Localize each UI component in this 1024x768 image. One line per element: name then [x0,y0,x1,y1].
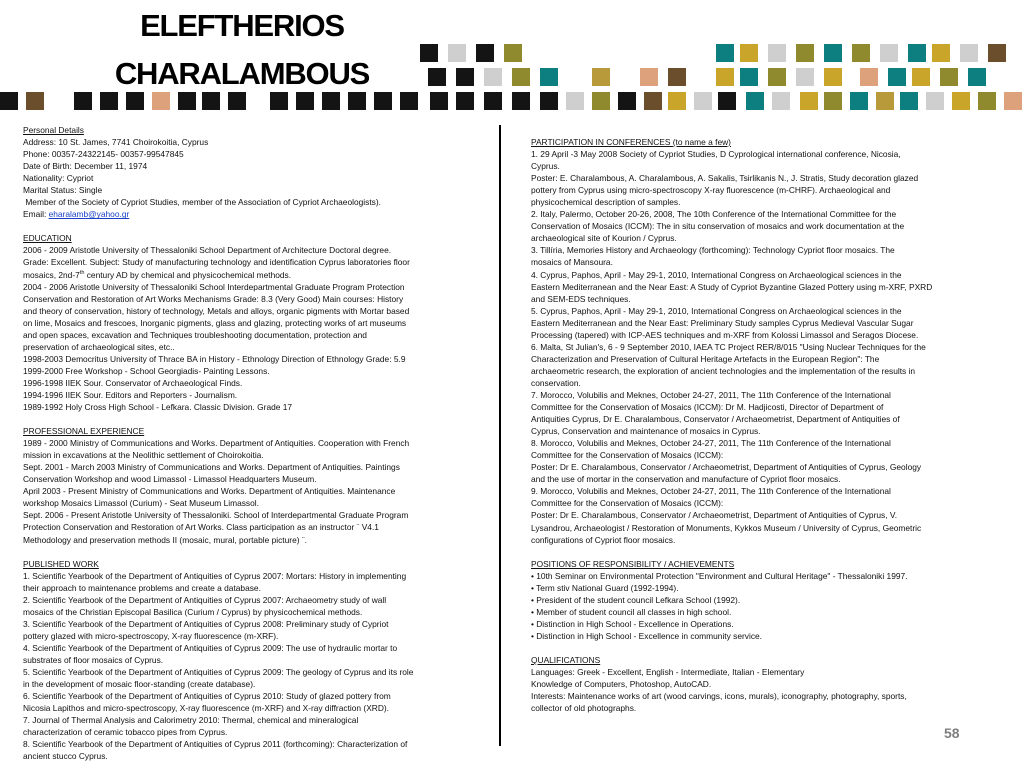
mosaic-tile [880,44,898,62]
mosaic-tile [850,92,868,110]
text-line: Characterization and Preservation of Cultural Heritage Artefacts in the European Region": The [531,353,880,364]
text-line: mosaics of the Christian Episcopal Basilica (Curium / Cyprus) by physicochemical methods. [23,606,363,617]
marital-line: Marital Status: Single [23,185,103,196]
text-line: Interests: Maintenance works of art (wood carvings, icons, murals), iconography, photography, sports, [531,691,907,702]
column-divider [499,125,501,746]
text-line: Antiquities Cyprus, Dr E. Charalambous, Conservator / Archaeometrist, Department of Antiquities of [531,414,900,425]
published-heading: PUBLISHED WORK [23,558,99,569]
mosaic-tile [800,92,818,110]
text-line: in the development of mosaic floor-standing (create database). [23,679,256,690]
education-mosaics-pre: mosaics, 2nd-7 [23,269,80,280]
mosaic-tile [512,68,530,86]
text-line: Poster: E. Charalambous, A. Charalambous, A. Sakalis, Tsirlikanis N., J. Stratis, Study decoration glazed [531,173,919,184]
text-line: Protection Conservation and Restoration of Art Works. Class participation as an instructor ¨ V4.1 [23,522,379,533]
text-line: 1. Scientific Yearbook of the Department of Antiquities of Cyprus 2007: Mortars: History in implementing [23,570,407,581]
text-line: conservation. [531,377,581,388]
text-line: 6. Malta, St Julian's, 6 - 9 September 2010, IAEA TC Project RER/8/015 "Using Nuclear Techniques for the [531,341,926,352]
text-line: workshop Mosaics Limassol (Curium) - Seat Museum Limassol. [23,498,259,509]
text-line: 1. 29 April -3 May 2008 Society of Cypriot Studies, D Cyprological international conference, Nicosia, [531,149,901,160]
mosaic-tile [644,92,662,110]
text-line: Sept. 2001 - March 2003 Ministry of Communications and Works. Department of Antiquities. Paintings [23,462,400,473]
mosaic-tile [968,68,986,86]
mosaic-tile [716,44,734,62]
text-line: Conservation Workshop and wood Limassol - Limassol Headquarters Museum. [23,474,317,485]
text-line: 1999-2000 Free Workshop - School Georgiadis- Painting Lessons. [23,365,270,376]
text-line: and open spaces, excavation and Techniques troubleshooting documentation, protection and [23,329,367,340]
mosaic-tile [900,92,918,110]
text-line: • Member of student council all classes in high school. [531,606,732,617]
text-line: physicochemical description of samples. [531,197,681,208]
mosaic-tile [796,68,814,86]
education-heading: EDUCATION [23,233,72,244]
mosaic-tile [740,68,758,86]
mosaic-tile [618,92,636,110]
conferences-heading: PARTICIPATION IN CONFERENCES (to name a few) [531,137,731,147]
mosaic-tile [912,68,930,86]
mosaic-tile [716,68,734,86]
text-line: 3. Scientific Yearbook of the Department of Antiquities of Cyprus 2008: Preliminary study of Cypriot [23,618,389,629]
text-line: April 2003 - Present Ministry of Communications and Works. Department of Antiquities. Maintenance [23,486,396,497]
text-line: 1996-1998 IIEK Sour. Conservator of Archaeological Finds. [23,377,243,388]
mosaic-tile [746,92,764,110]
text-line: Committee for the Conservation of Mosaics (ICCM): Dr M. Hadjicosti, Director of Department of [531,402,884,413]
text-line: and theory of conservation, history of technology, Metals and alloys, organic pigments with Mortar based [23,305,410,316]
mosaic-tile [926,92,944,110]
text-line: Poster: Dr E. Charalambous, Conservator / Archaeometrist, Department of Antiquities of Cyprus, V. [531,510,898,521]
education-mosaics-sup: th [79,269,85,276]
mosaic-tile [430,92,448,110]
text-line: Cyprus. [531,161,560,172]
mosaic-tile [476,44,494,62]
education-list-2 [23,281,493,414]
text-line: archaeological site of Kourion / Cyprus. [531,233,677,244]
mosaic-tile [978,92,996,110]
page-number: 58 [944,725,960,741]
education-list-1 [23,244,493,268]
text-line: 3. Tillíria, Memories History and Archaeology (forthcoming): Technology Cypriot floor mosaics. The [531,245,895,256]
mosaic-tile [824,92,842,110]
experience-list [23,437,493,545]
mosaic-tile [400,92,418,110]
mosaic-tile [668,92,686,110]
mosaic-tile [772,92,790,110]
text-line: • Term stiv National Guard (1992-1994). [531,582,679,593]
text-line: Lysandrou, Archaeologist / Restoration of Monuments, Kykkos Museum / University of Cyprus, Geometric [531,522,922,533]
text-line: Knowledge of Computers, Photoshop, AutoCAD. [531,679,712,690]
text-line: • President of the student council Lefkara School (1992). [531,594,741,605]
text-line: Committee for the Conservation of Mosaics (ICCM): [531,498,724,509]
text-line: preservation of archaeological sites, etc.. [23,341,175,352]
text-line: Nicosia Lapithos and micro-spectroscopy, X-ray fluorescence (m-XRF) and X-ray diffraction (XRD). [23,703,389,714]
text-line: Committee for the Conservation of Mosaics (ICCM): [531,450,724,461]
mosaic-tile [860,68,878,86]
mosaic-tile [740,44,758,62]
mosaic-tile [952,92,970,110]
mosaic-tile [908,44,926,62]
text-line: 2006 - 2009 Aristotle University of Thessaloniki School Department of Architecture Doctoral degree. [23,245,392,256]
mosaic-tile [484,92,502,110]
conferences-list [531,148,1001,546]
qualifications-list [531,666,1001,714]
mosaic-tile [540,68,558,86]
address-line: Address: 10 St. James, 7741 Choirokoitia, Cyprus [23,137,209,148]
text-line: configurations of Cypriot floor mosaics. [531,534,676,545]
title-line-1: ELEFTHERIOS [140,8,344,43]
mosaic-tile [428,68,446,86]
text-line: • 10th Seminar on Environmental Protection "Environment and Cultural Heritage" - Thessaloniki 1997. [531,570,908,581]
text-line: 4. Cyprus, Paphos, April - May 29-1, 2010, International Congress on Archaeological sciences in the [531,269,902,280]
mosaic-tile [504,44,522,62]
mosaic-tile [694,92,712,110]
text-line: 9. Morocco, Volubilis and Meknes, October 24-27, 2011, The 11th Conference of the International [531,486,891,497]
email-line [23,208,493,220]
dob-line: Date of Birth: December 11, 1974 [23,161,148,172]
email-link[interactable]: eharalamb@yahoo.gr [48,209,130,220]
text-line: Conservation and Restoration of Art Works Mechanisms Grade: 8.3 (Very Good) Main courses: History [23,293,404,304]
mosaic-tile [592,68,610,86]
mosaic-tile [448,44,466,62]
text-line: pottery glazed with micro-spectroscopy, X-ray fluorescence (m-XRF). [23,630,279,641]
email-label: Email: [23,209,49,220]
positions-list [531,570,1001,642]
text-line: • Distinction in High School - Excellence in community service. [531,630,763,641]
text-line: substrates of floor mosaics of Cyprus. [23,654,164,665]
mosaic-tile [960,44,978,62]
mosaic-tile [540,92,558,110]
text-line: 7. Journal of Thermal Analysis and Calorimetry 2010: Thermal, chemical and mineralogical [23,715,359,726]
text-line: 8. Morocco, Volubilis and Meknes, October 24-27, 2011, The 11th Conference of the International [531,438,891,449]
text-line: Eastern Mediterranean and the Near East: Preliminary Study samples Cyprus Medieval Vascular Sugar [531,317,914,328]
mosaic-tile [796,44,814,62]
text-line: Cyprus, Conservation and maintenance of mosaics in Cyprus. [531,426,761,437]
text-line: characterization of ceramic tobacco pipes from Cyprus. [23,727,228,738]
text-line: on lime, Mosaics and frescoes, Inorganic pigments, glass and glazing, protecting works of art museums [23,317,407,328]
text-line: and the use of mortar in the conservation and manufacture of Cypriot floor mosaics. [531,474,841,485]
text-line: their approach to maintenance problems and create a database. [23,582,261,593]
mosaic-tile [456,68,474,86]
text-line: 2004 - 2006 Aristotle University of Thessaloniki School Interdepartmental Graduate Program Protection [23,281,405,292]
mosaic-tile [484,68,502,86]
mosaic-tile [1004,92,1022,110]
experience-heading: PROFESSIONAL EXPERIENCE [23,426,145,437]
mosaic-tile [456,92,474,110]
mosaic-tile [566,92,584,110]
text-line: 6. Scientific Yearbook of the Department of Antiquities of Cyprus 2010: Study of glazed pottery from [23,691,391,702]
education-mosaics-line [23,269,493,281]
text-line: Languages: Greek - Excellent, English - Intermediate, Italian - Elementary [531,666,805,677]
mosaic-tile [824,44,842,62]
phone-line: Phone: 00357-24322145- 00357-99547845 [23,149,184,160]
text-line: Conservation of Mosaics (ICCM): The in situ conservation of mosaics and work documentation at the [531,221,905,232]
page-title [92,2,392,98]
mosaic-tile [888,68,906,86]
text-line: 8. Scientific Yearbook of the Department of Antiquities of Cyprus 2011 (forthcoming): Characterization of [23,739,408,750]
mosaic-tile [940,68,958,86]
text-line: 5. Cyprus, Paphos, April - May 29-1, 2010, International Congress on Archaeological sciences in the [531,305,902,316]
text-line: pottery from Cyprus using micro-spectroscopy X-ray fluorescence (m-CHRF). Archaeological and [531,185,891,196]
mosaic-tile [988,44,1006,62]
text-line: and SEM-EDS techniques. [531,293,631,304]
mosaic-tile [852,44,870,62]
right-column [531,136,1001,714]
text-line: 4. Scientific Yearbook of the Department of Antiquities of Cyprus 2009: The use of hydraulic mortar to [23,642,398,653]
mosaic-tile [26,92,44,110]
text-line: 7. Morocco, Volubilis and Meknes, October 24-27, 2011, The 11th Conference of the International [531,389,891,400]
text-line: Sept. 2006 - Present Aristotle University of Thessaloniki. School of Interdepartmental Graduate Program [23,510,409,521]
text-line: 1989-1992 Holy Cross High School - Lefkara. Classic Division. Grade 17 [23,402,293,413]
mosaic-tile [0,92,18,110]
text-line: 1994-1996 IIEK Sour. Editors and Reporters - Journalism. [23,389,238,400]
text-line: Poster: Dr E. Charalambous, Conservator / Archaeometrist, Department of Antiquities of Cyprus, Geology [531,462,922,473]
mosaic-tile [768,44,786,62]
text-line: mosaics of Mansoura. [531,257,613,268]
mosaic-tile [640,68,658,86]
title-line-2: CHARALAMBOUS [114,56,370,91]
text-line: Methodology and preservation methods II (mosaic, mural, portable picture) ¨. [23,534,307,545]
mosaic-tile [420,44,438,62]
nationality-line: Nationality: Cypriot [23,173,94,184]
mosaic-tile [718,92,736,110]
text-line: ancient stucco Cyprus. [23,751,108,762]
mosaic-tile [668,68,686,86]
mosaic-tile [932,44,950,62]
personal-details-heading: Personal Details [23,125,84,135]
text-line: archaeometric research, the exploration of ancient technologies and the implementation of the results in [531,365,916,376]
membership-line: Member of the Society of Cypriot Studies, member of the Association of Cypriot Archaeologists). [23,197,381,208]
education-mosaics-post: century AD by chemical and physicochemical methods. [84,269,292,280]
text-line: 5. Scientific Yearbook of the Department of Antiquities of Cyprus 2009: The geology of Cyprus and its role [23,666,414,677]
positions-heading: POSITIONS OF RESPONSIBILITY / ACHIEVEMENTS [531,558,735,569]
text-line: Grade: Excellent. Subject: Study of manufacturing technology and identification Cyprus laboratories floor [23,257,410,268]
text-line: 1989 - 2000 Ministry of Communications and Works. Department of Antiquities. Cooperation with French [23,438,410,449]
mosaic-tile [592,92,610,110]
text-line: 2. Scientific Yearbook of the Department of Antiquities of Cyprus 2007: Archaeometry study of wall [23,594,387,605]
mosaic-tile [876,92,894,110]
qualifications-heading: QUALIFICATIONS [531,654,601,665]
text-line: Processing (tapered) with ICP-AES techniques and m-XRF from Kolossi Limassol and Seragos Diocese. [531,329,919,340]
text-line: 2. Italy, Palermo, October 20-26, 2008, The 10th Conference of the International Committee for the [531,209,897,220]
text-line: collector of old photographs. [531,703,637,714]
mosaic-tile [768,68,786,86]
mosaic-tile [74,92,92,110]
left-column [23,124,493,762]
text-line: • Distinction in High School - Excellence in Operations. [531,618,734,629]
text-line: 1998-2003 Democritus University of Thrace BA in History - Ethnology Direction of Ethnology Grade: 5.9 [23,353,406,364]
text-line: Eastern Mediterranean and the Near East: A Study of Cypriot Byzantine Glazed Pottery using m-XRF, PXRD [531,281,933,292]
mosaic-tile [824,68,842,86]
published-list [23,570,493,763]
text-line: mission in excavations at the Neolithic settlement of Choirokoitia. [23,450,264,461]
mosaic-tile [512,92,530,110]
